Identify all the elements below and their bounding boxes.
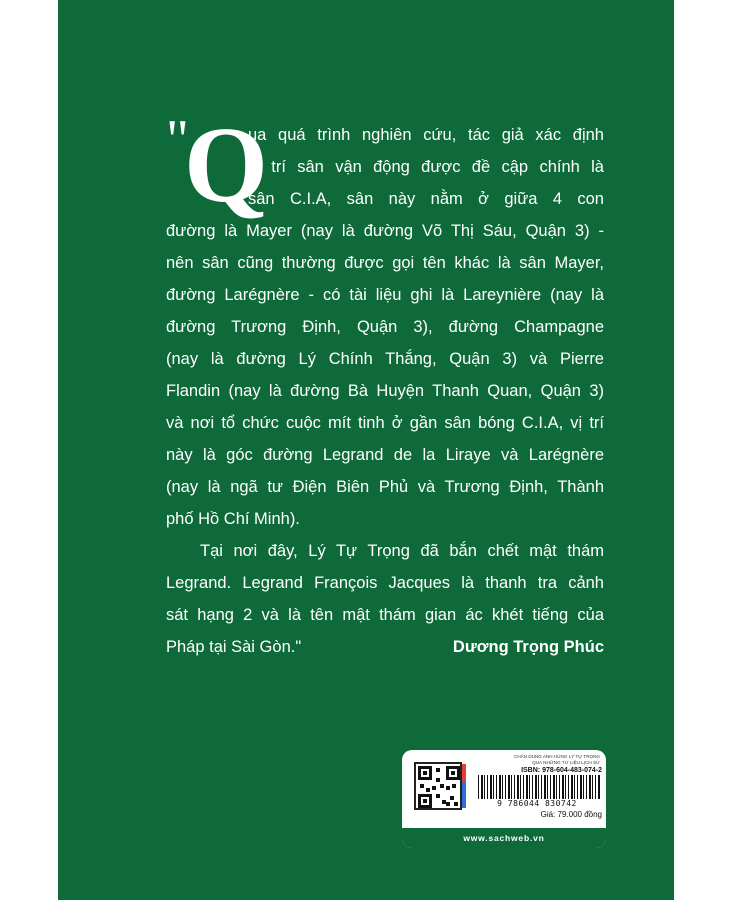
price-text: Giá: 79.000 đồng [540,810,602,819]
body-text-line: (nay là ngã tư Điện Biên Phủ và Trương Định, Thành [166,478,604,496]
body-text-line: sát hạng 2 và là tên mật thám gian ác khét tiếng của [166,606,604,624]
body-text-line: ua quá trình nghiên cứu, tác giả xác định [248,126,604,144]
body-text-line: và nơi tổ chức cuộc mít tinh ở gần sân bóng C.I.A, vị trí [166,414,604,432]
barcode-number: 9 786044 830742 [497,799,577,808]
isbn-price-label [402,750,606,848]
body-text-line: đường Trương Định, Quận 3), đường Champagne [166,318,604,336]
author-name: Dương Trọng Phúc [452,638,604,656]
qr-code [414,762,462,810]
body-text-line: đường Larégnère - có tài liệu ghi là Lareynière (nay là [166,286,604,304]
color-strip [462,764,466,808]
body-text-line: đường là Mayer (nay là đường Võ Thị Sáu, Quận 3) - [166,222,604,240]
label-small-text [476,754,600,766]
opening-quote-mark: " [166,109,189,171]
body-text-line: (nay là đường Lý Chính Thắng, Quận 3) và Pierre [166,350,604,368]
body-text-line: sân C.I.A, sân này nằm ở giữa 4 con [248,190,604,208]
barcode-icon [478,775,600,799]
isbn-text: ISBN: 978-604-483-074-2 [521,767,602,774]
body-text-line: Legrand. Legrand François Jacques là thanh tra cảnh [166,574,604,592]
body-text-line: nên sân cũng thường được gọi tên khác là sân Mayer, [166,254,604,272]
body-text-line: Flandin (nay là đường Bà Huyện Thanh Quan, Quận 3) [166,382,604,400]
body-text-line: vị trí sân vận động được đề cập chính là [248,158,604,176]
website-url[interactable]: www.sachweb.vn [402,828,606,848]
body-text-line: này là góc đường Legrand de la Liraye và Larégnère [166,446,604,464]
label-series-subtitle: QUA NHỮNG TƯ LIỆU LỊCH SỬ [532,760,600,765]
body-text-line: phố Hồ Chí Minh). [166,510,300,528]
body-text-line: Pháp tại Sài Gòn." [166,638,302,656]
label-series-title: CHÂN DUNG ANH HÙNG LÝ TỰ TRỌNG [514,754,600,759]
body-text-line: Tại nơi đây, Lý Tự Trọng đã bắn chết mật thám [200,542,604,560]
drop-cap-letter: Q [184,106,269,225]
